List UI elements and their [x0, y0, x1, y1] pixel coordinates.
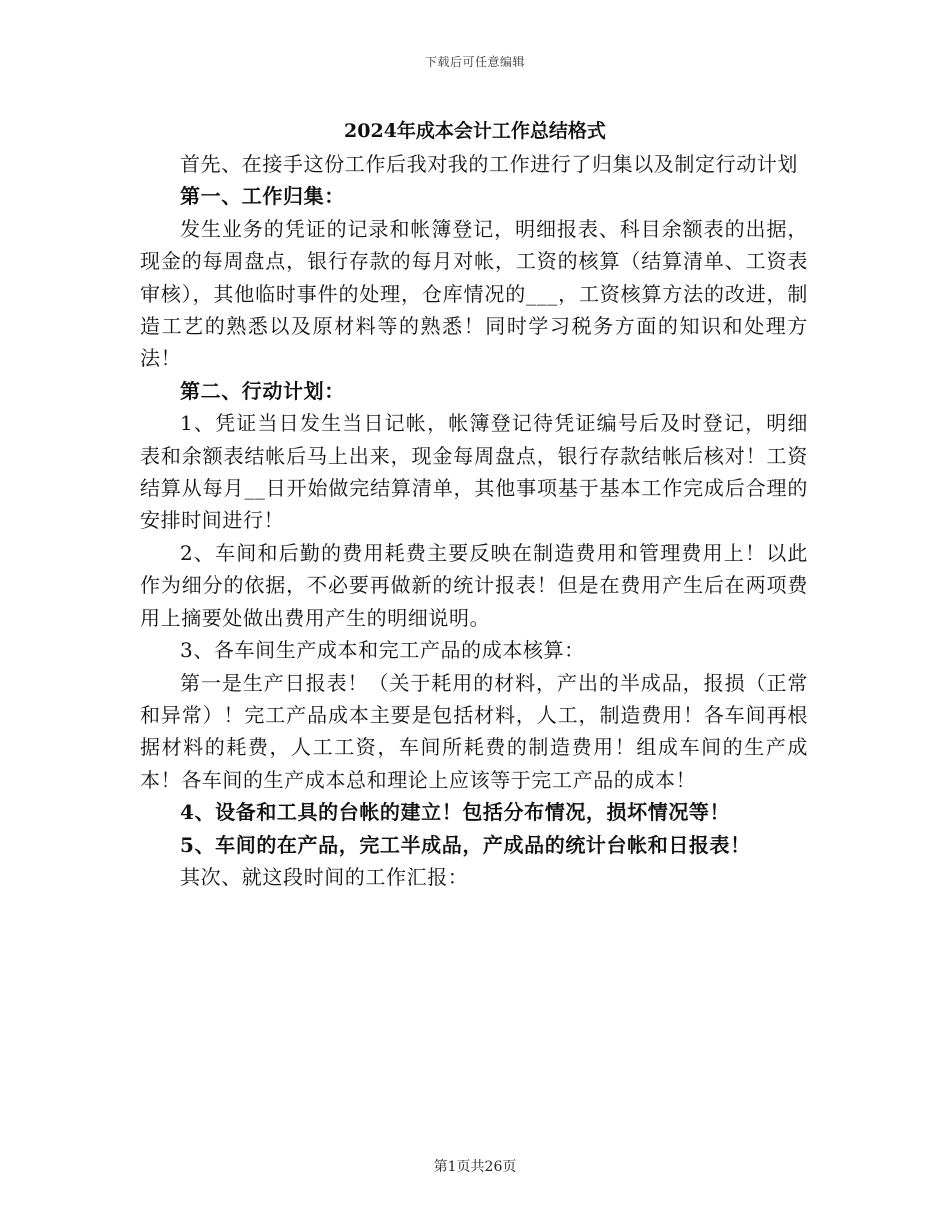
- paragraph-plan-item-5: 5、车间的在产品，完工半成品，产成品的统计台帐和日报表！: [180, 832, 751, 857]
- section-heading-2: 第二、行动计划：: [180, 378, 345, 403]
- document-body: [140, 148, 808, 893]
- paragraph-work-collection: 发生业务的凭证的记录和帐簿登记，明细报表、科目余额表的出据，现金的每周盘点，银行存款的每月对帐，工资的核算（结算清单、工资表审核），其他临时事件的处理，仓库情况的___，工资核算方法的改进，制造工艺的熟悉以及原材料等的熟悉！同时学习税务方面的知识和处理方法！: [140, 216, 808, 371]
- paragraph-intro: 首先、在接手这份工作后我对我的工作进行了归集以及制定行动计划: [180, 152, 798, 176]
- paragraph-plan-item-4: 4、设备和工具的台帐的建立！包括分布情况，损坏情况等！: [180, 800, 731, 825]
- page-number-footer: 第1页共26页: [433, 1159, 517, 1175]
- header-note: 下载后可任意编辑: [424, 55, 525, 69]
- section-heading-1: 第一、工作归集：: [180, 184, 345, 209]
- paragraph-report-intro: 其次、就这段时间的工作汇报：: [180, 864, 469, 889]
- paragraph-plan-item-3: 3、各车间生产成本和完工产品的成本核算：: [180, 638, 585, 663]
- document-title: 2024年成本会计工作总结格式: [344, 120, 606, 142]
- paragraph-daily-report: 第一是生产日报表！（关于耗用的材料，产出的半成品，报损（正常和异常）！完工产品成本主要是包括材料，人工，制造费用！各车间再根据材料的耗费，人工工资，车间所耗费的制造费用！组成车间的生产成本！各车间的生产成本总和理论上应该等于完工产品的成本！: [140, 670, 808, 792]
- paragraph-plan-item-2: 2、车间和后勤的费用耗费主要反映在制造费用和管理费用上！以此作为细分的依据，不必要再做新的统计报表！但是在费用产生后在两项费用上摘要处做出费用产生的明细说明。: [140, 540, 808, 630]
- paragraph-plan-item-1: 1、凭证当日发生当日记帐，帐簿登记待凭证编号后及时登记，明细表和余额表结帐后马上出来，现金每周盘点，银行存款结帐后核对！工资结算从每月__日开始做完结算清单，其他事项基于基本工作完成后合理的安排时间进行！: [140, 411, 808, 533]
